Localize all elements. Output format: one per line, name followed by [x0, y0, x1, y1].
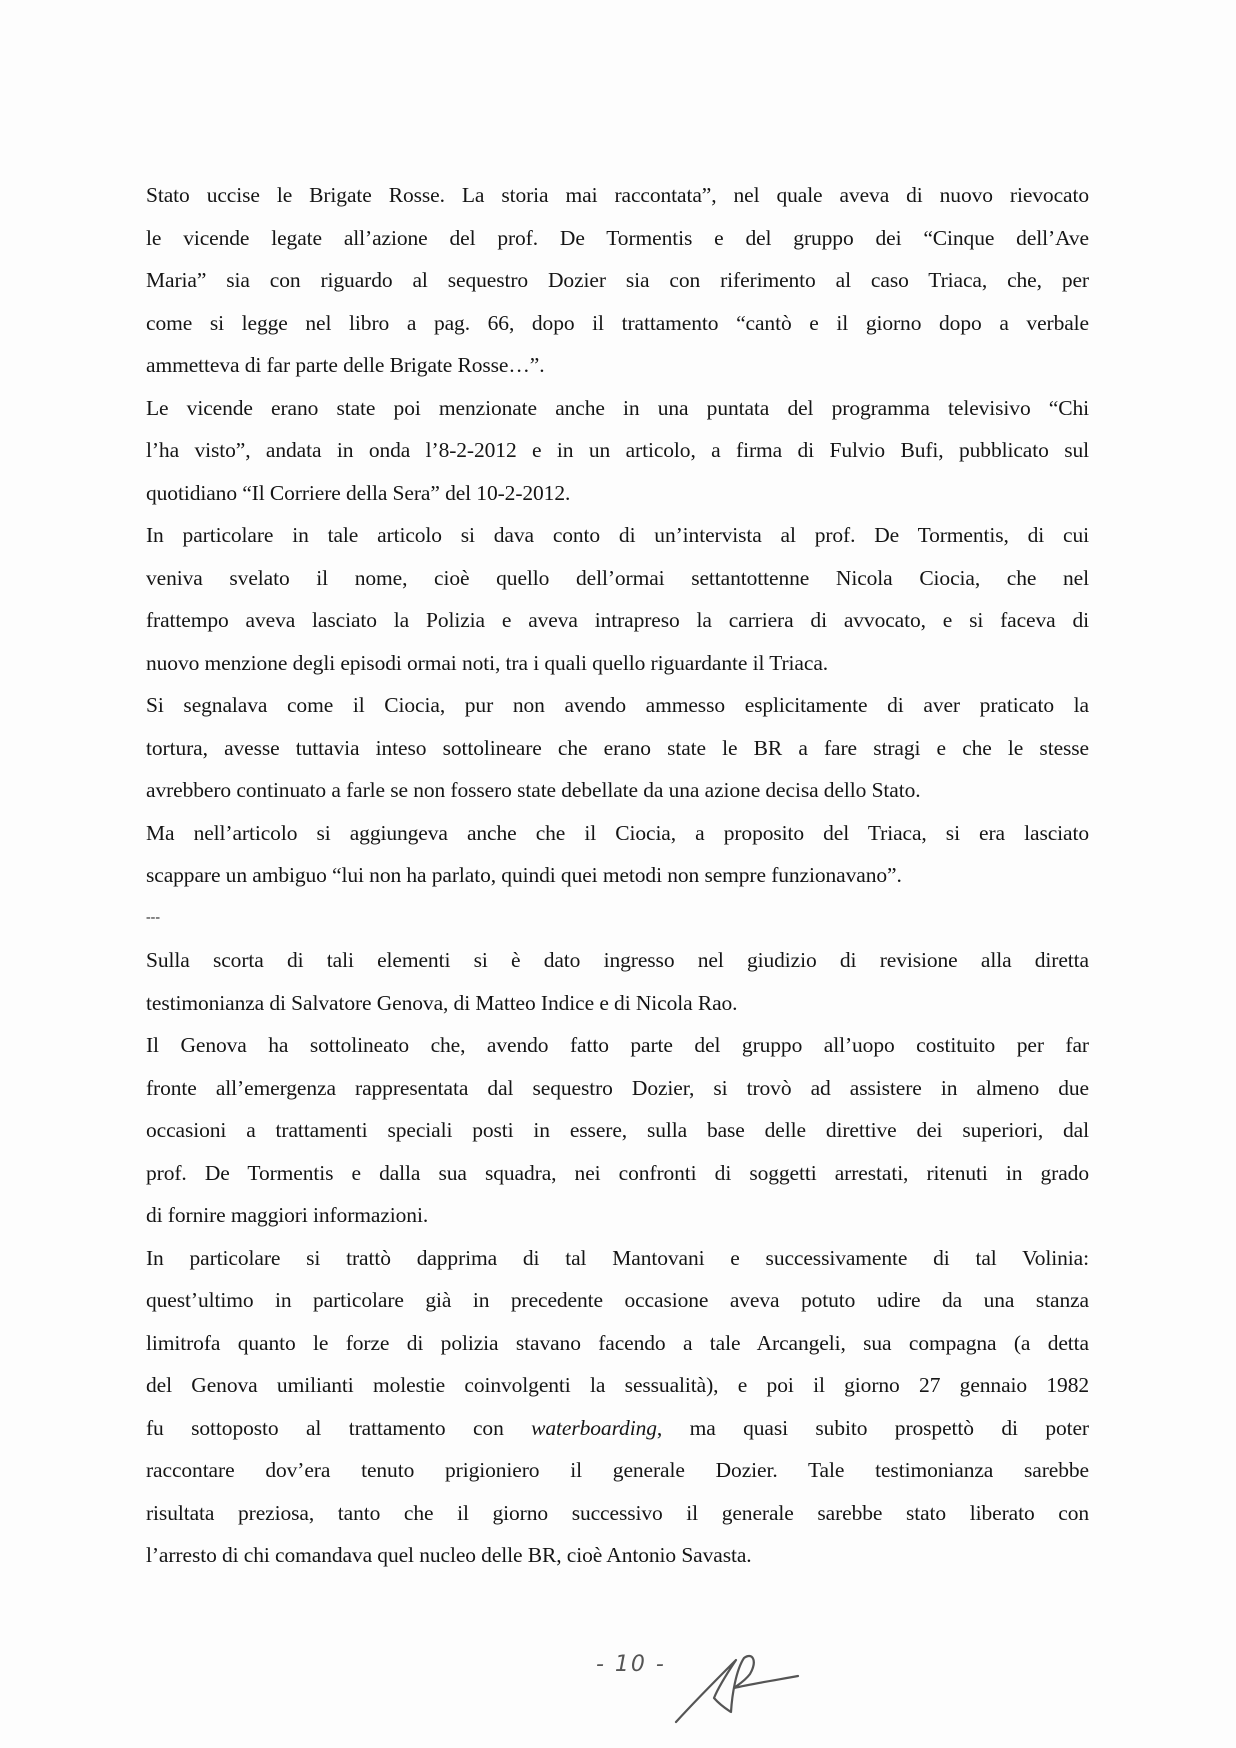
section-separator: --- [146, 909, 160, 925]
text-line: Il Genova ha sottolineato che, avendo fatto parte del gruppo all’uopo costituito per far [146, 1033, 1089, 1057]
document-body [146, 174, 1089, 1577]
text-line: veniva svelato il nome, cioè quello dell’ormai settantottenne Nicola Ciocia, che nel [146, 565, 1089, 590]
text-line: Stato uccise le Brigate Rosse. La storia mai raccontata”, nel quale aveva di nuovo rievocato [146, 183, 1089, 207]
text-line: risultata preziosa, tanto che il giorno successivo il generale sarebbe stato liberato con [146, 1500, 1089, 1525]
text-line: limitrofa quanto le forze di polizia stavano facendo a tale Arcangeli, sua compagna (a detta [146, 1330, 1089, 1355]
text-line: occasioni a trattamenti speciali posti in essere, sulla base delle direttive dei superiori, dal [146, 1118, 1089, 1142]
text-line: frattempo aveva lasciato la Polizia e aveva intrapreso la carriera di avvocato, e si faceva di [146, 608, 1089, 632]
text-line: Sulla scorta di tali elementi si è dato ingresso nel giudizio di revisione alla diretta [146, 948, 1089, 972]
text-line: Maria” sia con riguardo al sequestro Dozier sia con riferimento al caso Triaca, che, per [146, 268, 1089, 292]
text-line: tortura, avesse tuttavia inteso sottolineare che erano state le BR a fare stragi e che le stesse [146, 735, 1089, 760]
text-line: In particolare si trattò dapprima di tal Mantovani e successivamente di tal Volinia: [146, 1245, 1089, 1270]
text-line: raccontare dov’era tenuto prigioniero il generale Dozier. Tale testimonianza sarebbe [146, 1458, 1089, 1482]
signature-icon [666, 1640, 806, 1730]
text-line: scappare un ambiguo “lui non ha parlato, quindi quei metodi non sempre funzionavano”. [146, 863, 902, 887]
text-line [146, 1407, 1089, 1450]
text-line: testimonianza di Salvatore Genova, di Matteo Indice e di Nicola Rao. [146, 990, 738, 1015]
text-line: come si legge nel libro a pag. 66, dopo il trattamento “cantò e il giorno dopo a verbale [146, 310, 1089, 335]
text-segment: , ma quasi subito prospettò di poter [656, 1415, 1089, 1440]
text-line: Le vicende erano state poi menzionate anche in una puntata del programma televisivo “Chi [146, 395, 1089, 420]
page-footer [596, 1640, 816, 1730]
page-number: - 10 - [596, 1652, 666, 1677]
text-line: di fornire maggiori informazioni. [146, 1203, 429, 1227]
text-segment: fu sottoposto al trattamento con [146, 1415, 532, 1440]
text-line: In particolare in tale articolo si dava conto di un’intervista al prof. De Tormentis, di cui [146, 523, 1089, 547]
italic-term: waterboarding [531, 1415, 657, 1440]
text-line: fronte all’emergenza rappresentata dal sequestro Dozier, si trovò ad assistere in almeno due [146, 1075, 1089, 1100]
text-line: quest’ultimo in particolare già in precedente occasione aveva potuto udire da una stanza [146, 1288, 1089, 1312]
text-line: le vicende legate all’azione del prof. De Tormentis e del gruppo dei “Cinque dell’Ave [146, 225, 1089, 250]
text-line: quotidiano “Il Corriere della Sera” del 10-2-2012. [146, 480, 571, 505]
text-line: avrebbero continuato a farle se non fossero state debellate da una azione decisa dello Stato. [146, 778, 921, 802]
text-line: del Genova umilianti molestie coinvolgenti la sessualità), e poi il giorno 27 gennaio 1982 [146, 1373, 1089, 1397]
text-line: l’ha visto”, andata in onda l’8-2-2012 e in un articolo, a firma di Fulvio Bufi, pubblicato sul [146, 438, 1089, 462]
text-line: Si segnalava come il Ciocia, pur non avendo ammesso esplicitamente di aver praticato la [146, 693, 1089, 717]
text-line: ammetteva di far parte delle Brigate Rosse…”. [146, 353, 545, 377]
text-line: nuovo menzione degli episodi ormai noti, tra i quali quello riguardante il Triaca. [146, 650, 829, 675]
text-line: l’arresto di chi comandava quel nucleo delle BR, cioè Antonio Savasta. [146, 1543, 752, 1567]
text-line: prof. De Tormentis e dalla sua squadra, nei confronti di soggetti arrestati, ritenuti in grado [146, 1160, 1089, 1185]
text-line: Ma nell’articolo si aggiungeva anche che il Ciocia, a proposito del Triaca, si era lasciato [146, 820, 1089, 845]
